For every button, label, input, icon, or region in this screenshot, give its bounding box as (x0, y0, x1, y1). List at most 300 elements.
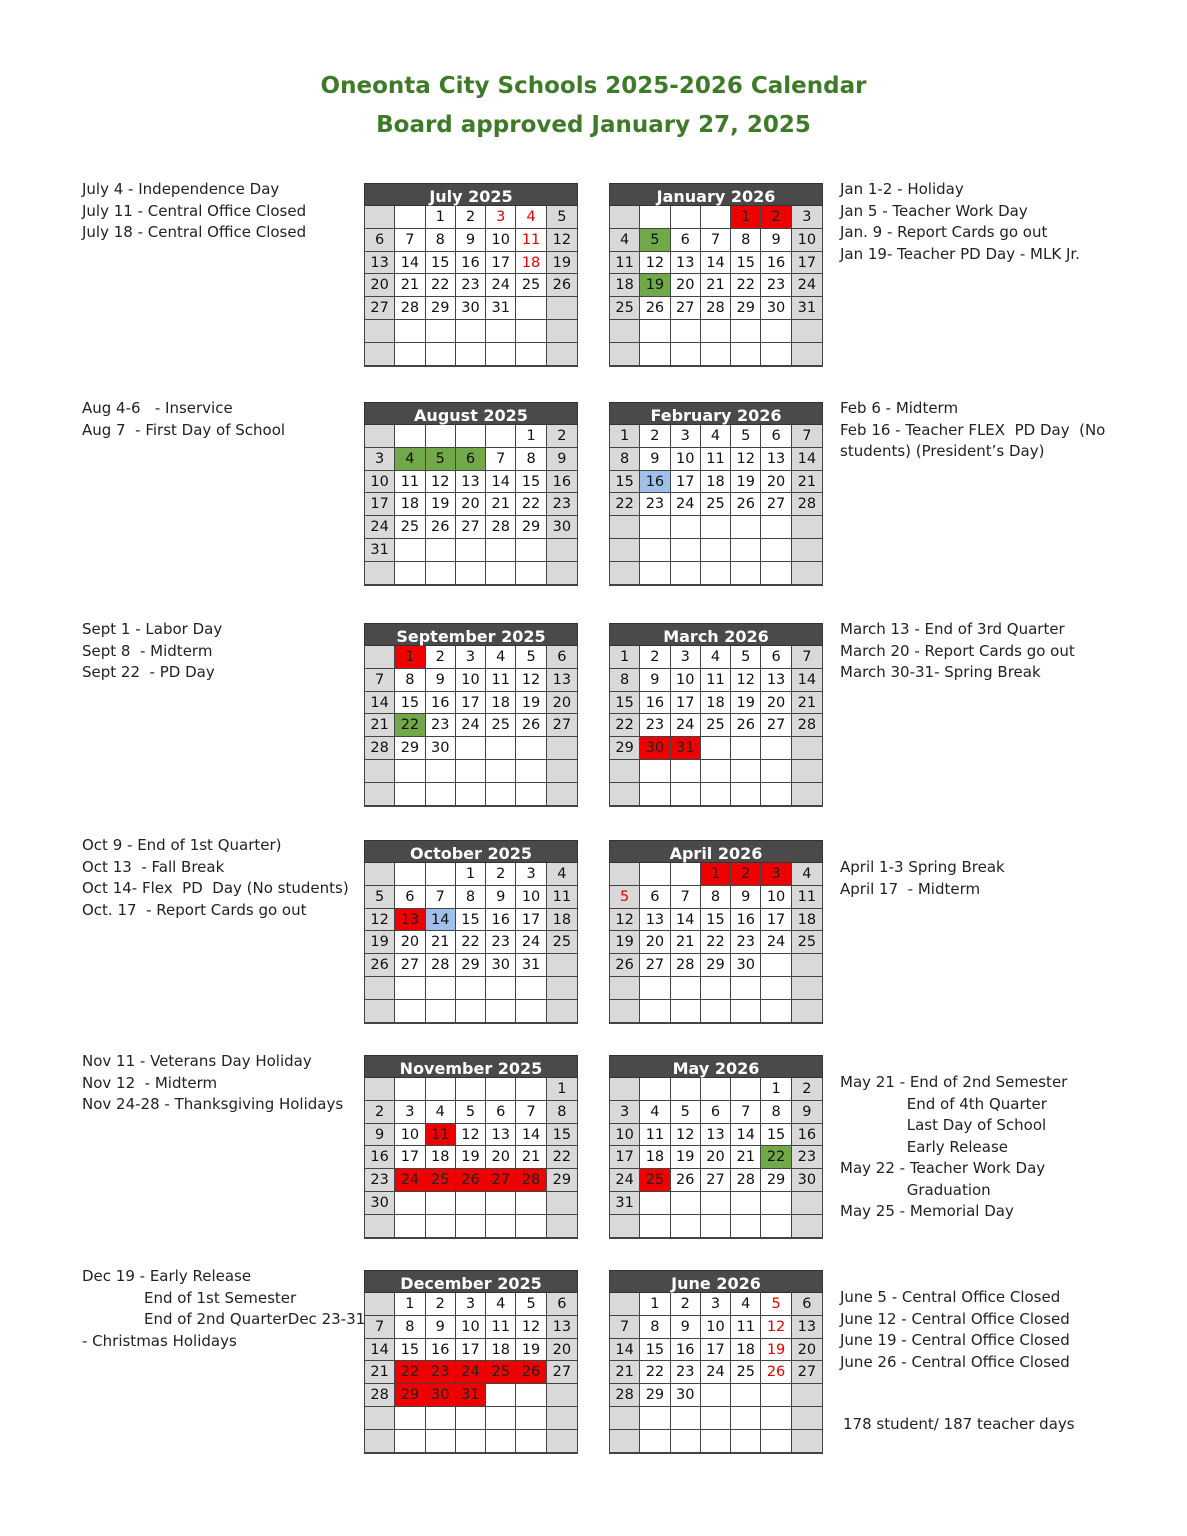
month-day-grid (609, 206, 823, 367)
day-cell: 4 (395, 448, 425, 471)
day-cell: 19 (456, 1146, 486, 1169)
empty-cell (395, 977, 425, 1000)
day-cell: 10 (365, 471, 395, 494)
empty-cell (395, 1000, 425, 1023)
empty-cell (610, 1215, 640, 1238)
empty-cell (365, 1430, 395, 1453)
month-december-2025 (364, 1270, 578, 1454)
month-day-grid (364, 1293, 578, 1454)
day-cell: 5 (516, 1293, 546, 1316)
empty-cell (456, 783, 486, 806)
day-cell: 3 (395, 1101, 425, 1124)
day-cell: 5 (671, 1101, 701, 1124)
month-day-grid (609, 1078, 823, 1239)
month-day-grid (609, 1293, 823, 1454)
month-april-2026 (609, 840, 823, 1024)
page-title: Oneonta City Schools 2025-2026 Calendar (320, 73, 867, 99)
empty-cell (456, 977, 486, 1000)
day-cell: 9 (456, 229, 486, 252)
empty-cell (365, 1000, 395, 1023)
day-cell: 23 (761, 274, 791, 297)
day-cell: 5 (365, 886, 395, 909)
day-cell: 28 (701, 297, 731, 320)
day-cell: 16 (640, 692, 670, 715)
empty-cell (395, 425, 425, 448)
day-cell: 30 (671, 1384, 701, 1407)
empty-cell (731, 343, 761, 366)
empty-cell (456, 1215, 486, 1238)
empty-cell (547, 1384, 577, 1407)
day-cell: 1 (547, 1078, 577, 1101)
empty-cell (761, 1215, 791, 1238)
empty-cell (486, 760, 516, 783)
empty-cell (701, 737, 731, 760)
empty-cell (426, 539, 456, 562)
day-cell: 6 (486, 1101, 516, 1124)
notes-january: Jan 1-2 - Holiday Jan 5 - Teacher Work Day Jan. 9 - Report Cards go out Jan 19- Teacher PD Day - MLK Jr. (840, 180, 1080, 263)
empty-cell (761, 1407, 791, 1430)
day-cell: 19 (640, 274, 670, 297)
empty-cell (701, 760, 731, 783)
day-cell: 13 (486, 1124, 516, 1147)
empty-cell (547, 1407, 577, 1430)
day-cell: 11 (547, 886, 577, 909)
notes-june: June 5 - Central Office Closed June 12 - Central Office Closed June 19 - Central Office Closed June 26 - Central Office Closed (840, 1288, 1070, 1371)
day-cell: 3 (701, 1293, 731, 1316)
empty-cell (547, 1215, 577, 1238)
day-cell: 2 (426, 646, 456, 669)
day-cell: 25 (610, 297, 640, 320)
day-cell: 28 (671, 954, 701, 977)
day-cell: 20 (671, 274, 701, 297)
day-cell: 10 (761, 886, 791, 909)
empty-cell (395, 206, 425, 229)
empty-cell (426, 1078, 456, 1101)
empty-cell (792, 1192, 822, 1215)
day-cell: 2 (640, 646, 670, 669)
day-cell: 29 (731, 297, 761, 320)
empty-cell (426, 343, 456, 366)
empty-cell (671, 1192, 701, 1215)
day-cell: 3 (610, 1101, 640, 1124)
empty-cell (516, 1430, 546, 1453)
day-cell: 16 (547, 471, 577, 494)
empty-cell (365, 646, 395, 669)
empty-cell (456, 1078, 486, 1101)
day-cell: 27 (761, 714, 791, 737)
day-cell: 18 (640, 1146, 670, 1169)
empty-cell (395, 1430, 425, 1453)
empty-cell (516, 760, 546, 783)
empty-cell (640, 1430, 670, 1453)
day-cell: 22 (456, 931, 486, 954)
day-cell: 21 (516, 1146, 546, 1169)
empty-cell (610, 977, 640, 1000)
day-cell: 26 (610, 954, 640, 977)
empty-cell (486, 343, 516, 366)
empty-cell (761, 977, 791, 1000)
day-cell: 20 (792, 1339, 822, 1362)
empty-cell (731, 516, 761, 539)
day-cell: 20 (701, 1146, 731, 1169)
empty-cell (671, 783, 701, 806)
empty-cell (547, 783, 577, 806)
day-cell: 5 (610, 886, 640, 909)
month-title: February 2026 (609, 402, 823, 425)
day-cell: 8 (516, 448, 546, 471)
empty-cell (701, 1407, 731, 1430)
empty-cell (395, 760, 425, 783)
month-day-grid (364, 863, 578, 1024)
empty-cell (640, 1192, 670, 1215)
day-cell: 29 (761, 1169, 791, 1192)
empty-cell (547, 343, 577, 366)
empty-cell (547, 562, 577, 585)
day-cell: 15 (547, 1124, 577, 1147)
day-cell: 12 (516, 1316, 546, 1339)
day-cell: 4 (547, 863, 577, 886)
day-cell: 24 (486, 274, 516, 297)
day-cell: 20 (395, 931, 425, 954)
empty-cell (731, 539, 761, 562)
day-cell: 4 (792, 863, 822, 886)
day-cell: 14 (610, 1339, 640, 1362)
day-cell: 30 (426, 1384, 456, 1407)
day-cell: 7 (516, 1101, 546, 1124)
day-cell: 17 (395, 1146, 425, 1169)
day-cell: 11 (731, 1316, 761, 1339)
day-cell: 18 (486, 692, 516, 715)
day-cell: 17 (610, 1146, 640, 1169)
day-cell: 16 (731, 909, 761, 932)
day-cell: 4 (486, 1293, 516, 1316)
empty-cell (365, 562, 395, 585)
empty-cell (395, 1407, 425, 1430)
empty-cell (486, 977, 516, 1000)
empty-cell (516, 737, 546, 760)
day-cell: 15 (426, 252, 456, 275)
day-cell: 26 (365, 954, 395, 977)
day-cell: 17 (792, 252, 822, 275)
day-cell: 26 (516, 1361, 546, 1384)
day-cell: 23 (426, 714, 456, 737)
day-cell: 24 (395, 1169, 425, 1192)
day-cell: 5 (731, 646, 761, 669)
day-cell: 17 (456, 692, 486, 715)
empty-cell (547, 954, 577, 977)
month-day-grid (609, 425, 823, 586)
day-cell: 4 (701, 646, 731, 669)
empty-cell (516, 343, 546, 366)
day-cell: 17 (365, 493, 395, 516)
day-cell: 28 (610, 1384, 640, 1407)
empty-cell (640, 206, 670, 229)
day-cell: 13 (761, 669, 791, 692)
day-cell: 15 (395, 692, 425, 715)
notes-february: Feb 6 - Midterm Feb 16 - Teacher FLEX PD Day (No students) (President’s Day) (840, 399, 1106, 460)
empty-cell (671, 562, 701, 585)
month-title: January 2026 (609, 183, 823, 206)
day-cell: 11 (395, 471, 425, 494)
day-cell: 13 (395, 909, 425, 932)
day-cell: 23 (426, 1361, 456, 1384)
day-cell: 24 (761, 931, 791, 954)
day-cell: 6 (761, 425, 791, 448)
day-cell: 10 (516, 886, 546, 909)
empty-cell (701, 1384, 731, 1407)
month-title: November 2025 (364, 1055, 578, 1078)
day-cell: 3 (516, 863, 546, 886)
day-cell: 8 (395, 1316, 425, 1339)
day-cell: 4 (516, 206, 546, 229)
day-cell: 2 (365, 1101, 395, 1124)
day-cell: 22 (761, 1146, 791, 1169)
day-cell: 24 (792, 274, 822, 297)
empty-cell (640, 760, 670, 783)
empty-cell (395, 539, 425, 562)
empty-cell (516, 1407, 546, 1430)
day-cell: 3 (456, 1293, 486, 1316)
day-cell: 27 (671, 297, 701, 320)
day-cell: 27 (365, 297, 395, 320)
day-cell: 30 (426, 737, 456, 760)
day-cell: 26 (640, 297, 670, 320)
day-cell: 14 (792, 448, 822, 471)
day-cell: 10 (456, 669, 486, 692)
day-cell: 14 (731, 1124, 761, 1147)
empty-cell (610, 760, 640, 783)
day-cell: 14 (426, 909, 456, 932)
empty-cell (486, 1192, 516, 1215)
month-november-2025 (364, 1055, 578, 1239)
empty-cell (486, 1430, 516, 1453)
day-cell: 15 (640, 1339, 670, 1362)
empty-cell (610, 1407, 640, 1430)
day-cell: 8 (395, 669, 425, 692)
day-cell: 31 (671, 737, 701, 760)
empty-cell (456, 562, 486, 585)
day-count-summary: 178 student/ 187 teacher days (843, 1415, 1075, 1433)
empty-cell (426, 1430, 456, 1453)
empty-cell (761, 1430, 791, 1453)
day-cell: 11 (701, 669, 731, 692)
day-cell: 12 (365, 909, 395, 932)
day-cell: 21 (395, 274, 425, 297)
day-cell: 18 (701, 471, 731, 494)
day-cell: 6 (365, 229, 395, 252)
empty-cell (365, 1293, 395, 1316)
day-cell: 3 (671, 646, 701, 669)
day-cell: 17 (516, 909, 546, 932)
day-cell: 9 (486, 886, 516, 909)
day-cell: 6 (761, 646, 791, 669)
day-cell: 10 (395, 1124, 425, 1147)
day-cell: 25 (547, 931, 577, 954)
day-cell: 23 (456, 274, 486, 297)
empty-cell (640, 1000, 670, 1023)
day-cell: 2 (640, 425, 670, 448)
day-cell: 1 (701, 863, 731, 886)
day-cell: 21 (792, 471, 822, 494)
day-cell: 16 (671, 1339, 701, 1362)
day-cell: 4 (731, 1293, 761, 1316)
day-cell: 8 (610, 669, 640, 692)
day-cell: 15 (610, 692, 640, 715)
day-cell: 27 (761, 493, 791, 516)
empty-cell (516, 977, 546, 1000)
day-cell: 26 (426, 516, 456, 539)
day-cell: 4 (640, 1101, 670, 1124)
day-cell: 28 (516, 1169, 546, 1192)
day-cell: 30 (640, 737, 670, 760)
day-cell: 22 (426, 274, 456, 297)
month-september-2025 (364, 623, 578, 807)
day-cell: 17 (701, 1339, 731, 1362)
day-cell: 25 (701, 493, 731, 516)
day-cell: 7 (486, 448, 516, 471)
month-may-2026 (609, 1055, 823, 1239)
day-cell: 28 (365, 1384, 395, 1407)
empty-cell (761, 1384, 791, 1407)
empty-cell (671, 1407, 701, 1430)
day-cell: 16 (456, 252, 486, 275)
empty-cell (547, 1430, 577, 1453)
day-cell: 16 (640, 471, 670, 494)
day-cell: 18 (701, 692, 731, 715)
day-cell: 16 (792, 1124, 822, 1147)
day-cell: 11 (792, 886, 822, 909)
day-cell: 19 (426, 493, 456, 516)
empty-cell (792, 1430, 822, 1453)
day-cell: 3 (671, 425, 701, 448)
month-title: July 2025 (364, 183, 578, 206)
day-cell: 1 (456, 863, 486, 886)
day-cell: 12 (671, 1124, 701, 1147)
empty-cell (486, 1000, 516, 1023)
empty-cell (792, 760, 822, 783)
day-cell: 31 (456, 1384, 486, 1407)
day-cell: 3 (761, 863, 791, 886)
day-cell: 7 (365, 669, 395, 692)
notes-november: Nov 11 - Veterans Day Holiday Nov 12 - Midterm Nov 24-28 - Thanksgiving Holidays (82, 1052, 344, 1113)
day-cell: 14 (792, 669, 822, 692)
day-cell: 1 (610, 646, 640, 669)
day-cell: 4 (486, 646, 516, 669)
day-cell: 13 (701, 1124, 731, 1147)
empty-cell (365, 863, 395, 886)
day-cell: 15 (731, 252, 761, 275)
day-cell: 2 (547, 425, 577, 448)
month-day-grid (364, 646, 578, 807)
notes-may: May 21 - End of 2nd Semester End of 4th Quarter Last Day of School Early Release May 22 - Teacher Work Day Graduation May 25 - Memorial Day (840, 1073, 1068, 1220)
day-cell: 1 (731, 206, 761, 229)
empty-cell (365, 320, 395, 343)
day-cell: 12 (761, 1316, 791, 1339)
month-title: June 2026 (609, 1270, 823, 1293)
month-june-2026 (609, 1270, 823, 1454)
day-cell: 13 (761, 448, 791, 471)
empty-cell (365, 1215, 395, 1238)
day-cell: 27 (640, 954, 670, 977)
empty-cell (792, 977, 822, 1000)
day-cell: 30 (731, 954, 761, 977)
empty-cell (426, 977, 456, 1000)
day-cell: 6 (792, 1293, 822, 1316)
day-cell: 6 (456, 448, 486, 471)
day-cell: 24 (516, 931, 546, 954)
day-cell: 3 (456, 646, 486, 669)
empty-cell (701, 783, 731, 806)
empty-cell (731, 977, 761, 1000)
empty-cell (731, 1430, 761, 1453)
empty-cell (701, 562, 731, 585)
day-cell: 1 (610, 425, 640, 448)
empty-cell (731, 1384, 761, 1407)
day-cell: 20 (365, 274, 395, 297)
day-cell: 18 (610, 274, 640, 297)
month-title: October 2025 (364, 840, 578, 863)
day-cell: 28 (395, 297, 425, 320)
day-cell: 24 (365, 516, 395, 539)
empty-cell (610, 863, 640, 886)
day-cell: 18 (731, 1339, 761, 1362)
month-july-2025 (364, 183, 578, 367)
day-cell: 21 (671, 931, 701, 954)
month-day-grid (609, 646, 823, 807)
day-cell: 2 (456, 206, 486, 229)
empty-cell (610, 539, 640, 562)
day-cell: 12 (547, 229, 577, 252)
day-cell: 29 (640, 1384, 670, 1407)
month-title: August 2025 (364, 402, 578, 425)
day-cell: 27 (701, 1169, 731, 1192)
day-cell: 28 (792, 493, 822, 516)
day-cell: 19 (731, 471, 761, 494)
day-cell: 23 (731, 931, 761, 954)
empty-cell (731, 562, 761, 585)
day-cell: 14 (395, 252, 425, 275)
month-day-grid (364, 206, 578, 367)
day-cell: 7 (731, 1101, 761, 1124)
empty-cell (640, 1407, 670, 1430)
empty-cell (671, 516, 701, 539)
day-cell: 12 (516, 669, 546, 692)
day-cell: 2 (731, 863, 761, 886)
day-cell: 17 (671, 692, 701, 715)
empty-cell (792, 1215, 822, 1238)
empty-cell (395, 562, 425, 585)
empty-cell (610, 343, 640, 366)
day-cell: 31 (792, 297, 822, 320)
day-cell: 10 (486, 229, 516, 252)
day-cell: 11 (486, 669, 516, 692)
day-cell: 6 (547, 1293, 577, 1316)
day-cell: 13 (365, 252, 395, 275)
day-cell: 28 (792, 714, 822, 737)
empty-cell (486, 1407, 516, 1430)
empty-cell (731, 1215, 761, 1238)
day-cell: 17 (761, 909, 791, 932)
empty-cell (701, 539, 731, 562)
day-cell: 22 (640, 1361, 670, 1384)
empty-cell (761, 954, 791, 977)
day-cell: 25 (792, 931, 822, 954)
day-cell: 16 (426, 1339, 456, 1362)
day-cell: 31 (486, 297, 516, 320)
day-cell: 24 (610, 1169, 640, 1192)
empty-cell (640, 977, 670, 1000)
day-cell: 14 (701, 252, 731, 275)
